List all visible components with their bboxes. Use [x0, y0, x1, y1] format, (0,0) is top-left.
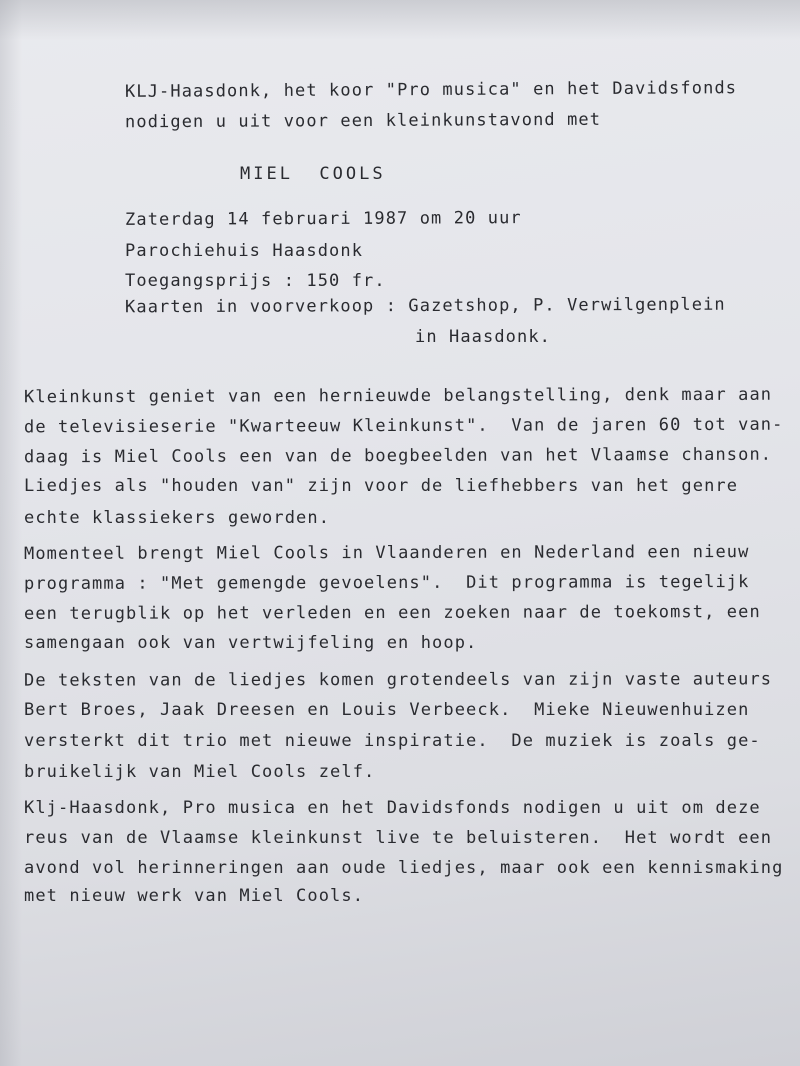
body-line: avond vol herinneringen aan oude liedjes, maar ook een kennismaking: [24, 858, 784, 878]
body-line: Klj-Haasdonk, Pro musica en het Davidsfonds nodigen u uit om deze: [24, 798, 761, 818]
body-line: Liedjes als "houden van" zijn voor de liefhebbers van het genre: [24, 476, 739, 496]
body-line: versterkt dit trio met nieuwe inspiratie. De muziek is zoals ge-: [24, 731, 761, 751]
intro-line-2: nodigen u uit voor een kleinkunstavond met: [124, 109, 602, 133]
presale-line-1: Kaarten in voorverkoop : Gazetshop, P. Verwilgenplein: [124, 294, 726, 318]
page-shadow-top: [0, 0, 800, 40]
body-line: reus van de Vlaamse kleinkunst live te beluisteren. Het wordt een: [24, 828, 773, 848]
body-line: Bert Broes, Jaak Dreesen en Louis Verbeeck. Mieke Nieuwenhuizen: [24, 700, 750, 720]
body-line: de televisieserie "Kwarteeuw Kleinkunst". Van de jaren 60 tot van-: [23, 414, 784, 438]
body-line: samengaan ook van vertwijfeling en hoop.: [24, 633, 478, 653]
event-date: Zaterdag 14 februari 1987 om 20 uur: [124, 208, 522, 230]
artist-name: MIEL COOLS: [240, 164, 386, 184]
body-line: programma : "Met gemengde gevoelens". Dit programma is tegelijk: [23, 572, 750, 594]
body-line: echte klassiekers geworden.: [24, 508, 331, 528]
body-line: Momenteel brengt Miel Cools in Vlaanderen en Nederland een nieuw: [23, 542, 750, 564]
body-line: bruikelijk van Miel Cools zelf.: [24, 762, 376, 782]
body-line: met nieuw werk van Miel Cools.: [24, 886, 365, 906]
body-line: een terugblik op het verleden en een zoeken naar de toekomst, een: [23, 602, 761, 624]
body-line: daag is Miel Cools een van de boegbeelden van het Vlaamse chanson.: [23, 444, 773, 468]
event-venue: Parochiehuis Haasdonk: [125, 241, 364, 261]
presale-line-2: in Haasdonk.: [415, 327, 552, 347]
ticket-price: Toegangsprijs : 150 fr.: [125, 271, 386, 291]
body-line: De teksten van de liedjes komen grotendeels van zijn vaste auteurs: [23, 669, 773, 691]
page-shadow-left: [0, 0, 22, 1066]
intro-line-1: KLJ-Haasdonk, het koor "Pro musica" en het Davidsfonds: [124, 78, 738, 102]
body-line: Kleinkunst geniet van een hernieuwde belangstelling, denk maar aan: [23, 384, 773, 408]
